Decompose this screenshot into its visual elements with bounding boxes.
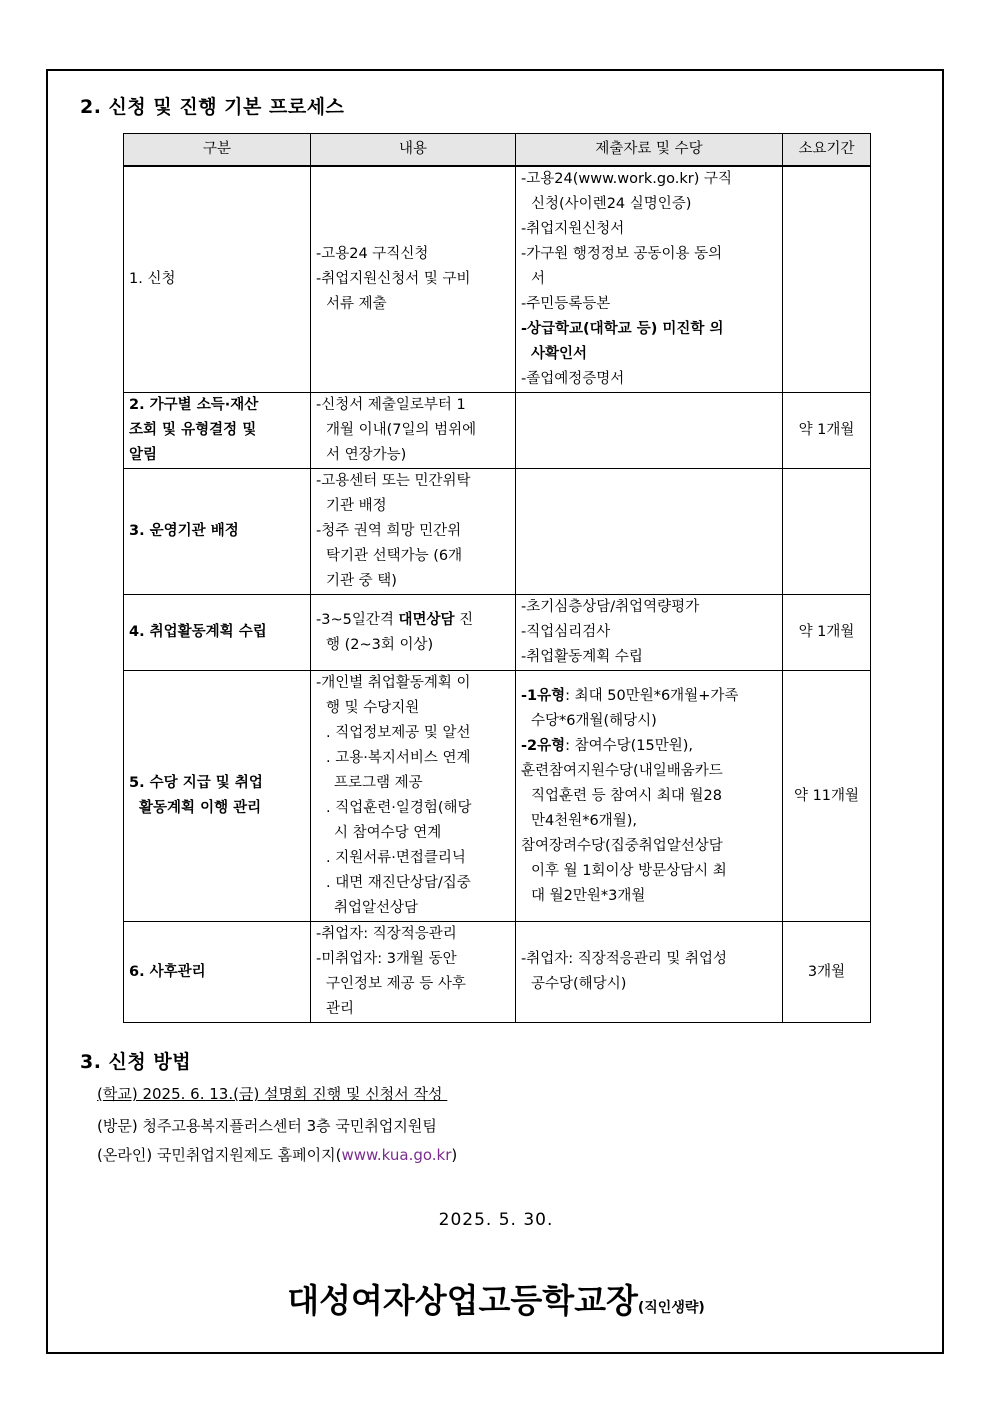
row1-gubun: 1. 신청 xyxy=(124,166,311,393)
row6-content xyxy=(311,922,516,1023)
row4-docs-line: -초기심층상담/취업역량평가 xyxy=(521,599,700,615)
signature-note: (직인생략) xyxy=(637,1300,705,1316)
signature-name: 대성여자상업고등학교장 xyxy=(287,1281,638,1320)
table-row xyxy=(124,393,871,469)
row5-content-line: 시 참여수당 연계 xyxy=(334,825,442,841)
row4-period: 약 1개월 xyxy=(783,595,871,671)
row1-docs-line: -주민등록등본 xyxy=(521,296,611,312)
type1-text: : 최대 50만원*6개월+가족 xyxy=(565,687,739,704)
row5-docs-line: 대 월2만원*3개월 xyxy=(531,887,646,904)
row1-docs-line: -가구원 행정정보 공동이용 동의 xyxy=(521,246,723,262)
header-period: 소요기간 xyxy=(783,134,871,167)
row4-gubun: 4. 취업활동계획 수립 xyxy=(124,595,311,671)
header-docs: 제출자료 및 수당 xyxy=(516,134,783,167)
row5-docs-line: 참여장려수당(집중취업알선상담 xyxy=(521,837,723,854)
row5-content-line: 취업알선상담 xyxy=(334,900,419,916)
row2-content xyxy=(311,393,516,469)
row4-content-pre: -3~5일간격 xyxy=(316,611,399,628)
table-row xyxy=(124,671,871,922)
row6-content-line: -취업자: 직장적응관리 xyxy=(316,926,457,942)
row6-docs xyxy=(516,922,783,1023)
row1-content-line: -취업지원신청서 및 구비 xyxy=(316,271,471,287)
row1-content xyxy=(311,166,516,393)
kua-link[interactable]: www.kua.go.kr xyxy=(341,1146,452,1164)
method-online-suffix: ) xyxy=(451,1146,458,1164)
row5-gubun xyxy=(124,671,311,922)
row1-docs-line: -졸업예정증명서 xyxy=(521,371,625,387)
row6-content-line: 구인정보 제공 등 사후 xyxy=(326,976,466,992)
row5-docs-line: 훈련참여지원수당(내일배움카드 xyxy=(521,762,723,779)
row2-content-line: 서 연장가능) xyxy=(326,447,407,463)
row1-docs-line: 서 xyxy=(531,271,546,287)
row5-content-line: . 대면 재진단상담/집중 xyxy=(326,875,471,891)
row5-content-line: . 직업정보제공 및 알선 xyxy=(326,725,471,741)
row4-docs-line: -직업심리검사 xyxy=(521,624,611,640)
type2-text: : 참여수당(15만원), xyxy=(565,737,694,754)
section3-title: 3. 신청 방법 xyxy=(80,1051,192,1073)
method-school xyxy=(97,1083,447,1104)
table-row xyxy=(124,166,871,393)
row3-period xyxy=(783,469,871,595)
row3-content-line: -고용센터 또는 민간위탁 xyxy=(316,473,471,489)
row2-gubun-line: 2. 가구별 소득·재산 xyxy=(129,397,259,413)
row1-docs xyxy=(516,166,783,393)
row1-docs-line: 신청(사이렌24 실명인증) xyxy=(531,196,692,212)
section2-title: 2. 신청 및 진행 기본 프로세스 xyxy=(80,96,345,118)
type1-label: -1유형 xyxy=(521,687,566,704)
row4-docs-line: -취업활동계획 수립 xyxy=(521,649,643,665)
row3-content-line: 탁기관 선택가능 (6개 xyxy=(326,548,463,564)
row1-docs-line: -취업지원신청서 xyxy=(521,221,625,237)
row5-gubun-line: 5. 수당 지급 및 취업 xyxy=(129,775,263,791)
process-table xyxy=(123,133,871,1023)
row4-content-post: 진 xyxy=(454,611,474,628)
row5-docs-line: 만4천원*6개월), xyxy=(531,812,638,829)
method-school-text: (학교) 2025. 6. 13.(금) 설명회 진행 및 신청서 작성 xyxy=(97,1085,448,1103)
row6-period: 3개월 xyxy=(783,922,871,1023)
row5-content-line: 행 및 수당지원 xyxy=(326,700,420,716)
row3-content xyxy=(311,469,516,595)
table-row xyxy=(124,595,871,671)
row3-docs xyxy=(516,469,783,595)
row5-docs xyxy=(516,671,783,922)
row2-period: 약 1개월 xyxy=(783,393,871,469)
row2-gubun-line: 알림 xyxy=(129,447,158,463)
header-gubun: 구분 xyxy=(124,134,311,167)
row1-content-line: -고용24 구직신청 xyxy=(316,246,429,262)
row2-content-line: 개월 이내(7일의 범위에 xyxy=(326,422,477,438)
table-row xyxy=(124,469,871,595)
row3-content-line: 기관 중 택) xyxy=(326,573,397,589)
row4-content-bold: 대면상담 xyxy=(398,611,455,628)
row5-docs-line: 이후 월 1회이상 방문상담시 최 xyxy=(531,862,727,879)
method-online-prefix: (온라인) 국민취업지원제도 홈페이지( xyxy=(97,1146,342,1164)
row3-content-line: 기관 배정 xyxy=(326,498,387,514)
signature xyxy=(0,1275,992,1322)
row1-docs-line: -고용24(www.work.go.kr) 구직 xyxy=(521,171,732,187)
row4-docs xyxy=(516,595,783,671)
row1-docs-line: -상급학교(대학교 등) 미진학 의 xyxy=(521,321,724,337)
row6-docs-line: 공수당(해당시) xyxy=(531,976,627,992)
row4-content-line: 행 (2~3회 이상) xyxy=(326,636,434,653)
row5-content-line: . 직업훈련·일경험(해당 xyxy=(326,800,472,816)
row5-period: 약 11개월 xyxy=(783,671,871,922)
row4-content xyxy=(311,595,516,671)
method-online xyxy=(97,1144,457,1165)
method-visit: (방문) 청주고용복지플러스센터 3층 국민취업지원팀 xyxy=(97,1117,437,1135)
row5-content-line: . 지원서류·면접클리닉 xyxy=(326,850,466,866)
row6-content-line: -미취업자: 3개월 동안 xyxy=(316,951,457,967)
row3-gubun: 3. 운영기관 배정 xyxy=(124,469,311,595)
row5-gubun-line: 활동계획 이행 관리 xyxy=(139,800,262,816)
row2-gubun xyxy=(124,393,311,469)
row6-gubun: 6. 사후관리 xyxy=(124,922,311,1023)
row6-content-line: 관리 xyxy=(326,1001,355,1017)
row1-docs-line: 사확인서 xyxy=(531,346,588,362)
row1-content-line: 서류 제출 xyxy=(326,296,387,312)
row1-period xyxy=(783,166,871,393)
row5-content-line: 프로그램 제공 xyxy=(334,775,423,791)
row3-content-line: -청주 권역 희망 민간위 xyxy=(316,523,462,539)
table-header-row xyxy=(124,134,871,167)
row5-content-line: . 고용·복지서비스 연계 xyxy=(326,750,471,766)
header-content: 내용 xyxy=(311,134,516,167)
type2-label: -2유형 xyxy=(521,737,566,754)
table-row xyxy=(124,922,871,1023)
document-date: 2025. 5. 30. xyxy=(438,1210,554,1230)
row5-content-line: -개인별 취업활동계획 이 xyxy=(316,675,471,691)
row5-content xyxy=(311,671,516,922)
row2-docs xyxy=(516,393,783,469)
row2-gubun-line: 조회 및 유형결정 및 xyxy=(129,422,257,438)
row2-content-line: -신청서 제출일로부터 1 xyxy=(316,397,466,413)
row5-docs-line: 직업훈련 등 참여시 최대 월28 xyxy=(531,787,722,804)
row5-docs-line: 수당*6개월(해당시) xyxy=(531,712,657,729)
row6-docs-line: -취업자: 직장적응관리 및 취업성 xyxy=(521,951,728,967)
